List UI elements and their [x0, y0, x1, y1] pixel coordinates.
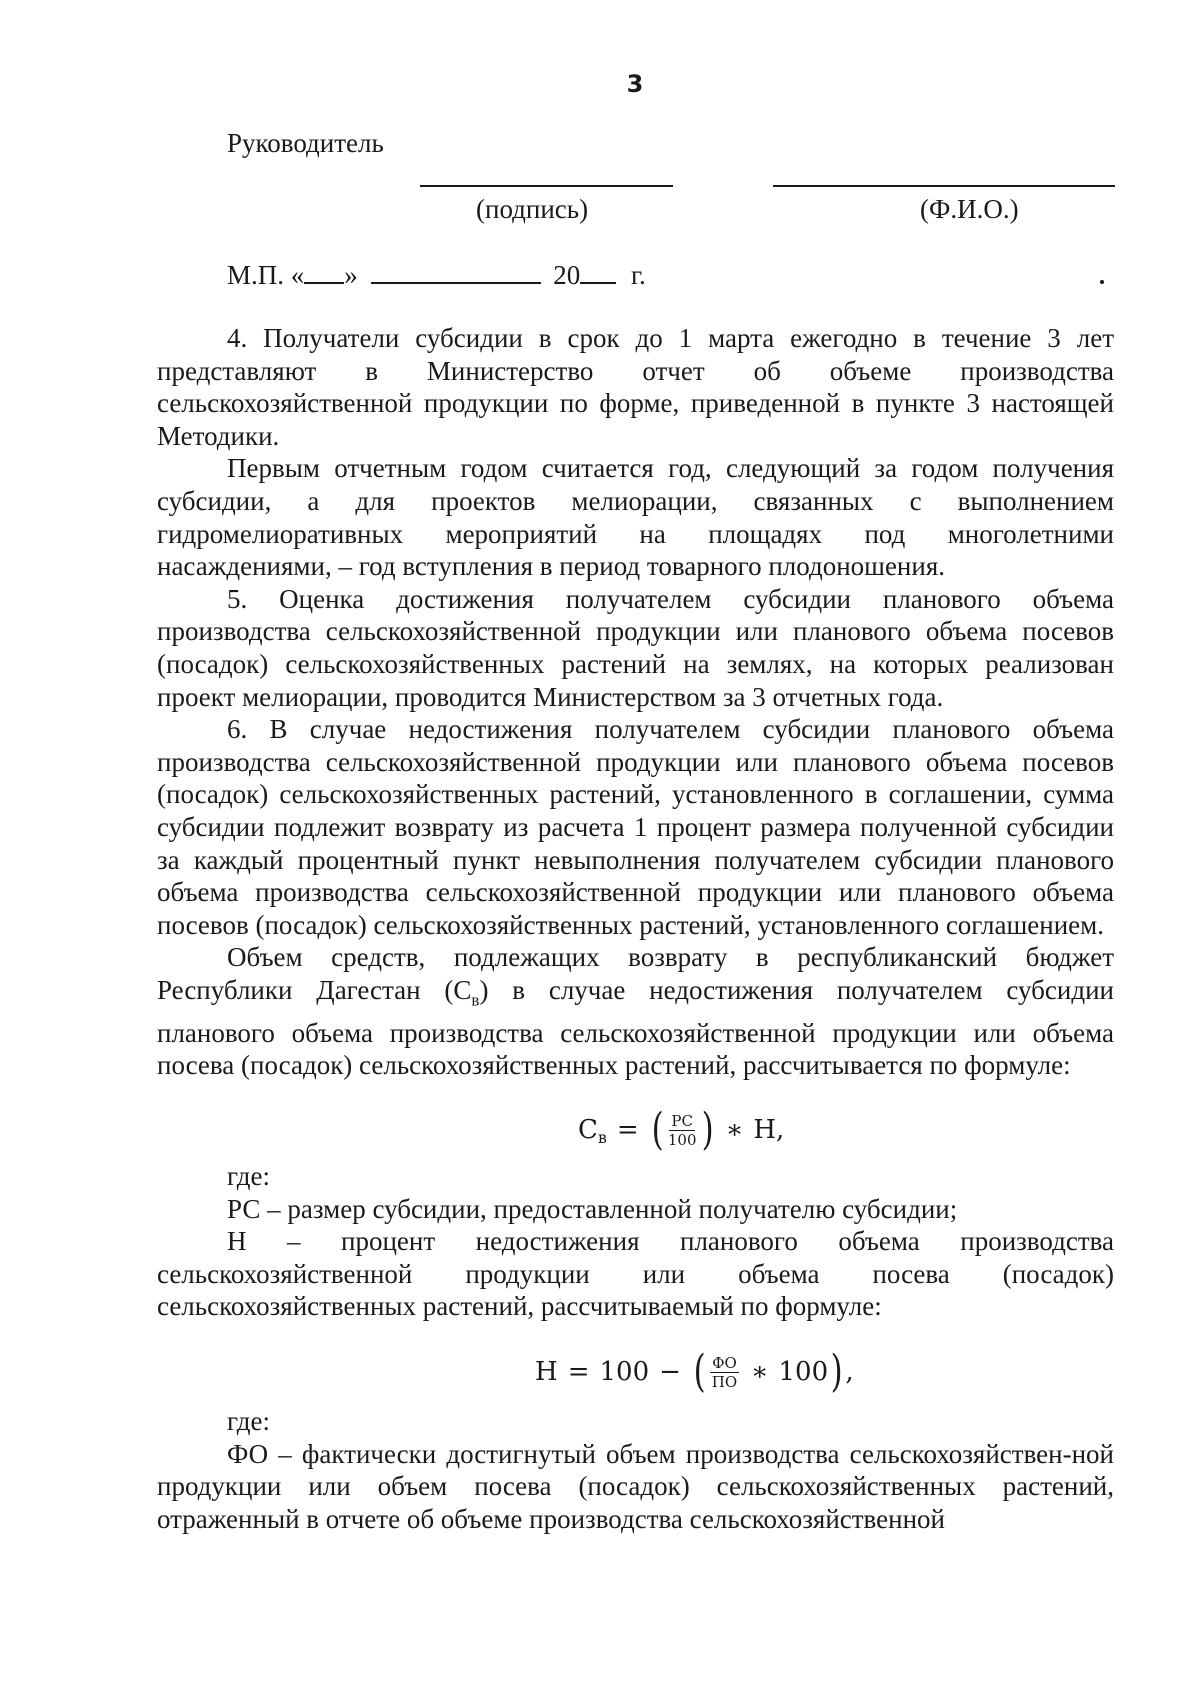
year-prefix: 20	[553, 260, 581, 290]
where-label-1: где:	[227, 1161, 270, 1191]
formula1-denominator: 100	[667, 1130, 697, 1149]
formula2-paren-open: (	[693, 1346, 706, 1397]
signature-caption: (подпись)	[476, 194, 589, 224]
section-b	[157, 1160, 1114, 1323]
formula1-paren-open: (	[651, 1104, 664, 1155]
formula2-denominator: ПО	[711, 1372, 738, 1391]
stamp-close-quote: »	[344, 260, 358, 290]
definition-pc: РС – размер субсидии, предоставленной получателю субсидии;	[227, 1193, 958, 1224]
formula-refund	[578, 1104, 785, 1155]
page-number: 3	[626, 70, 644, 98]
year-blank	[580, 258, 616, 284]
formula2-comma: ,	[845, 1357, 854, 1387]
paragraph-5: 5. Оценка достижения получателем субсидии планового объема производства сельскохозяйственной продукции или планового объема посевов (посадок) сельскохозяйственных растений на землях, на которых реализован проект мелиорации, проводится Министерством за 3 отчетных года.	[157, 583, 1114, 712]
signature-line	[420, 185, 673, 187]
formula2-hundred: 100	[599, 1357, 650, 1387]
name-line	[773, 185, 1115, 187]
formula1-numerator: РС	[671, 1111, 693, 1130]
definition-fo: ФО – фактически достигнутый объем производства сельскохозяйствен-ной продукции или объем посева (посадок) сельскохозяйственных растений, отраженный в отчете об объеме производства сельскохозяйственной	[157, 1438, 1114, 1534]
stray-dot	[1100, 280, 1104, 284]
formula1-lhs-sub: в	[597, 1127, 607, 1147]
where-label-2: где:	[227, 1406, 270, 1436]
definition-h: Н – процент недостижения планового объема производства сельскохозяйственной продукции или объема посева (посадок) сельскохозяйственных растений, рассчитываемый по формуле:	[157, 1226, 1114, 1322]
formula2-times: ∗	[750, 1357, 769, 1387]
formula2-numerator: ФО	[712, 1353, 737, 1372]
volume-text-2: ) в случае недостижения получателем субсидии планового объема производства сельскохозяйственной продукции или объема посева (посадок) сельскохозяйственных растений, рассчитывается по формуле:	[157, 974, 1114, 1081]
paragraph-volume	[157, 941, 1114, 1082]
section-c	[157, 1405, 1114, 1535]
section-a	[157, 322, 1114, 1082]
paragraph-4: 4. Получатели субсидии в срок до 1 марта ежегодно в течение 3 лет представляют в Министерство отчет об объеме производства сельскохозяйственной продукции по форме, приведенной в пункте 3 настоящей Методики.	[157, 323, 1114, 451]
formula2-lhs: Н	[535, 1357, 558, 1387]
day-blank	[304, 258, 344, 284]
formula2-fraction	[710, 1354, 739, 1391]
volume-text-1: Объем средств, подлежащих возврату в республиканский бюджет Республики Дагестан (С	[157, 942, 1114, 1005]
paragraph-6: 6. В случае недостижения получателем субсидии планового объема производства сельскохозяйственной продукции или планового объема посевов (посадок) сельскохозяйственных растений, установленного в соглашении, сумма субсидии подлежит возврату из расчета 1 процент размера полученной субсидии за каждый процентный пункт невыполнения получателем субсидии планового объема производства сельскохозяйственной продукции или планового объема посевов (посадок) сельскохозяйственных растений, установленного соглашением.	[157, 714, 1114, 940]
formula1-times: ∗	[725, 1115, 744, 1145]
stamp-date-line	[227, 258, 646, 291]
head-label: Руководитель	[227, 128, 384, 158]
month-blank	[371, 258, 541, 284]
formula-percent	[535, 1346, 854, 1397]
name-caption: (Ф.И.О.)	[920, 194, 1019, 224]
formula1-lhs: С	[578, 1115, 598, 1145]
formula2-paren-close: )	[830, 1346, 843, 1397]
year-suffix: г.	[631, 260, 646, 290]
formula1-fraction	[668, 1112, 697, 1149]
formula2-hundred2: 100	[778, 1357, 829, 1387]
stamp-mp-label: М.П. «	[227, 260, 305, 290]
formula1-eq: =	[616, 1115, 639, 1145]
formula2-minus: −	[659, 1357, 681, 1387]
paragraph-first-year: Первым отчетным годом считается год, следующий за годом получения субсидии, а для проектов мелиорации, связанных с выполнением гидромелиоративных мероприятий на площадях под многолетними насаждениями, – год вступления в период товарного плодоношения.	[157, 453, 1114, 582]
formula1-var: Н,	[753, 1115, 785, 1145]
formula1-paren-close: )	[701, 1104, 714, 1155]
formula2-eq: =	[567, 1357, 590, 1387]
volume-sub: в	[471, 990, 480, 1010]
